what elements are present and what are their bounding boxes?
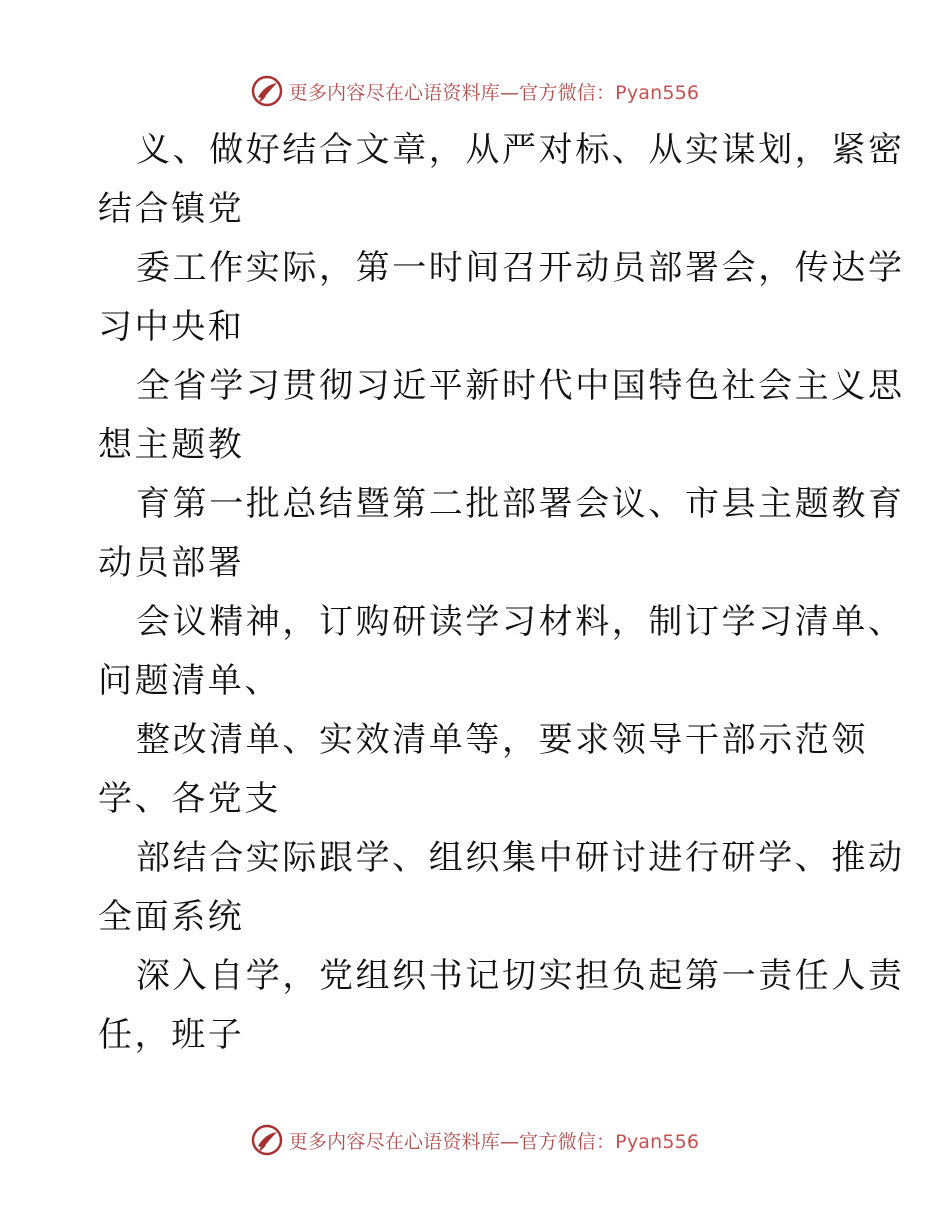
paragraph-line: 结合镇党 [98, 189, 245, 229]
paragraph-line: 深入自学，党组织书记切实担负起第一责任人责 [136, 956, 905, 996]
paragraph-line: 想主题教 [98, 425, 245, 465]
paragraph [0, 593, 950, 711]
paragraph [0, 121, 950, 239]
paragraph-line: 习中央和 [98, 307, 245, 347]
header-watermark [0, 71, 950, 111]
paragraph-line: 全面系统 [98, 897, 245, 937]
paragraph-line: 问题清单、 [98, 661, 281, 701]
watermark-label: 更多内容尽在心语资料库—官方微信： [288, 1130, 616, 1153]
paragraph-line: 义、做好结合文章，从严对标、从实谋划，紧密 [136, 130, 905, 170]
watermark-label: 更多内容尽在心语资料库—官方微信： [288, 81, 616, 104]
paragraph-line: 学、各党支 [98, 779, 281, 819]
paragraph [0, 829, 950, 947]
footer-watermark [0, 1120, 950, 1160]
watermark-text [289, 1127, 699, 1154]
watermark-text [289, 78, 699, 105]
paragraph-line: 部结合实际跟学、组织集中研讨进行研学、推动 [136, 838, 905, 878]
paragraph [0, 475, 950, 593]
document-body [0, 121, 950, 1065]
paragraph-line: 任，班子 [98, 1015, 245, 1055]
paragraph [0, 947, 950, 1065]
paragraph-line: 动员部署 [98, 543, 245, 583]
paragraph-line: 整改清单、实效清单等，要求领导干部示范领 [136, 720, 868, 760]
watermark-wechat-id: Pyan556 [615, 1130, 700, 1153]
red-pen-logo-icon [251, 1124, 283, 1156]
paragraph-line: 会议精神，订购研读学习材料，制订学习清单、 [136, 602, 905, 642]
paragraph-line: 育第一批总结暨第二批部署会议、市县主题教育 [136, 484, 905, 524]
paragraph-line: 委工作实际，第一时间召开动员部署会，传达学 [136, 248, 905, 288]
red-pen-logo-icon [251, 75, 283, 107]
watermark-wechat-id: Pyan556 [615, 81, 700, 104]
paragraph [0, 239, 950, 357]
paragraph [0, 711, 950, 829]
paragraph [0, 357, 950, 475]
paragraph-line: 全省学习贯彻习近平新时代中国特色社会主义思 [136, 366, 905, 406]
